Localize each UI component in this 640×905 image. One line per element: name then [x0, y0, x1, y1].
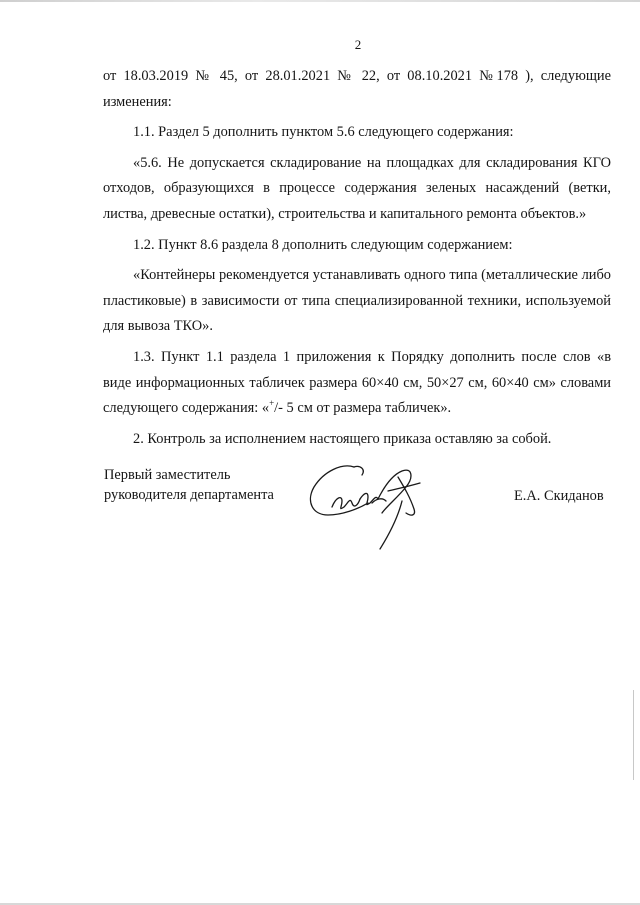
signature-block	[104, 465, 610, 565]
paragraph-1-3-tail: /- 5 см от размера табличек».	[274, 400, 452, 417]
paragraph-1-1: 1.1. Раздел 5 дополнить пунктом 5.6 следующего содержания:	[133, 124, 514, 141]
paragraph-quote-5-6: «5.6. Не допускается складирование на площадках для складирования КГО отходов, образующихся в процессе содержания зеленых насаждений (ветки, листва, древесные остатки), строительства и капитального ремонта объектов.»	[103, 154, 611, 222]
handwritten-signature	[302, 457, 442, 557]
paragraph-1-3-text: 1.3. Пункт 1.1 раздела 1 приложения к Порядку дополнить после слов «в виде информационных табличек размера 60×40 см, 50×27 см, 60×40 см» словами следующего содержания: «	[103, 348, 611, 417]
scan-edge-top	[0, 0, 640, 2]
document-body	[103, 64, 611, 452]
signer-title	[104, 465, 274, 505]
paragraph-1-3	[103, 345, 611, 422]
plus-superscript: +	[269, 398, 275, 409]
page-number: 2	[354, 37, 362, 52]
paragraph-2: 2. Контроль за исполнением настоящего приказа оставляю за собой.	[133, 430, 552, 447]
signer-name: Е.А. Скиданов	[514, 488, 604, 504]
signer-title-line-1: Первый заместитель	[104, 467, 231, 483]
paragraph-continuation: от 18.03.2019 № 45, от 28.01.2021 № 22, от 08.10.2021 №178 ), следующие изменения:	[103, 68, 611, 110]
paragraph-quote-containers: «Контейнеры рекомендуется устанавливать одного типа (металлические либо пластиковые) в зависимости от типа специализированной техники, используемой для вывоза ТКО».	[103, 267, 611, 335]
scan-edge-right	[633, 690, 634, 780]
signer-title-line-2: руководителя департамента	[104, 487, 274, 503]
paragraph-1-2: 1.2. Пункт 8.6 раздела 8 дополнить следующим содержанием:	[133, 236, 513, 253]
